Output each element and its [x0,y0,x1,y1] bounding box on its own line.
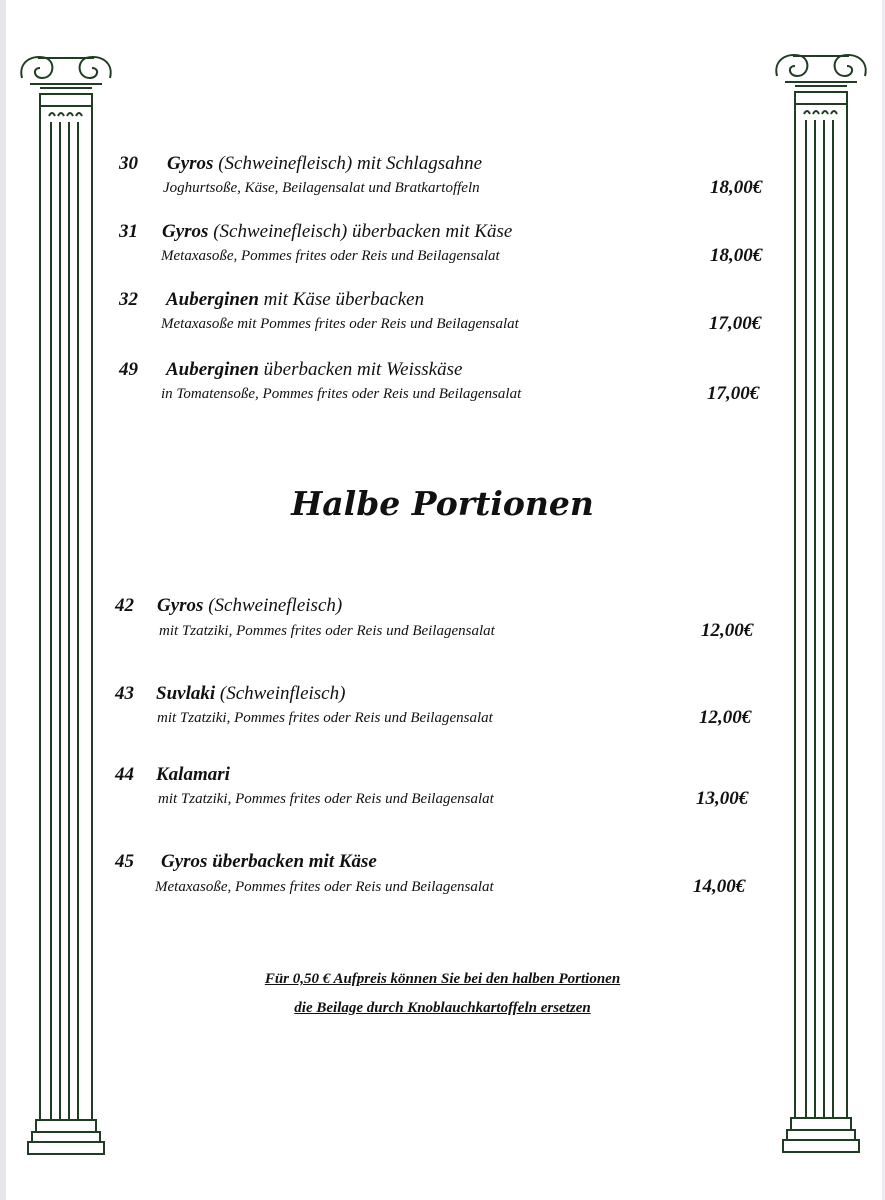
menu-item-45 [115,851,775,901]
item-name-rest: überbacken mit Weisskäse [258,359,463,380]
menu-item-30 [119,153,779,203]
item-description: mit Tzatziki, Pommes frites oder Reis und Beilagensalat [158,791,494,807]
item-name-rest: (Schweinfleisch) [215,683,346,704]
menu-item-31 [119,221,779,271]
item-price: 18,00€ [710,177,763,198]
item-number: 31 [119,221,138,242]
item-price: 12,00€ [701,620,754,641]
item-name: Kalamari [156,764,230,785]
item-name: Gyros [167,153,214,174]
item-number: 43 [115,683,134,704]
item-name-rest: mit Käse überbacken [258,289,425,310]
item-number: 49 [119,359,138,380]
item-title [156,764,230,786]
item-description: Metaxasoße, Pommes frites oder Reis und Beilagensalat [155,879,494,895]
item-name: Gyros überbacken mit Käse [161,851,377,872]
ionic-column-icon [771,38,871,1163]
menu-item-44 [115,764,775,814]
item-price: 14,00€ [693,876,746,897]
item-title [166,359,462,381]
item-name-rest: (Schweinefleisch) [203,595,343,616]
item-name: Gyros [157,595,204,616]
item-price: 12,00€ [699,707,752,728]
item-price: 13,00€ [696,788,749,809]
item-title [167,153,482,175]
item-name-rest: (Schweinefleisch) überbacken mit Käse [208,221,513,242]
section-heading: Halbe Portionen [291,484,594,523]
menu-item-43 [115,683,775,733]
item-description: Joghurtsoße, Käse, Beilagensalat und Bratkartoffeln [163,180,480,196]
item-number: 44 [115,764,134,785]
item-title [166,289,424,311]
item-name: Auberginen [166,289,259,310]
surcharge-note-line2: die Beilage durch Knoblauchkartoffeln ersetzen [294,1000,591,1016]
item-description: Metaxasoße, Pommes frites oder Reis und Beilagensalat [161,248,500,264]
item-description: mit Tzatziki, Pommes frites oder Reis und Beilagensalat [159,623,495,639]
item-name: Gyros [162,221,209,242]
item-name-rest: (Schweinefleisch) mit Schlagsahne [213,153,483,174]
item-name: Suvlaki [156,683,216,704]
item-description: Metaxasoße mit Pommes frites oder Reis und Beilagensalat [161,316,519,332]
menu-item-49 [119,359,779,409]
menu-item-32 [119,289,779,339]
item-number: 30 [119,153,138,174]
item-description: in Tomatensoße, Pommes frites oder Reis und Beilagensalat [161,386,522,402]
item-number: 45 [115,851,134,872]
item-title [162,221,512,243]
page-edge [0,0,6,1200]
surcharge-note-line1: Für 0,50 € Aufpreis können Sie bei den halben Portionen [264,971,621,987]
item-description: mit Tzatziki, Pommes frites oder Reis und Beilagensalat [157,710,493,726]
item-name: Auberginen [166,359,259,380]
ionic-column-icon [16,40,116,1165]
item-title [156,683,345,705]
item-number: 42 [115,595,134,616]
item-price: 17,00€ [709,313,762,334]
item-price: 18,00€ [710,245,763,266]
item-title [161,851,377,873]
item-number: 32 [119,289,138,310]
menu-item-42 [115,595,775,645]
item-title [157,595,342,617]
item-price: 17,00€ [707,383,760,404]
